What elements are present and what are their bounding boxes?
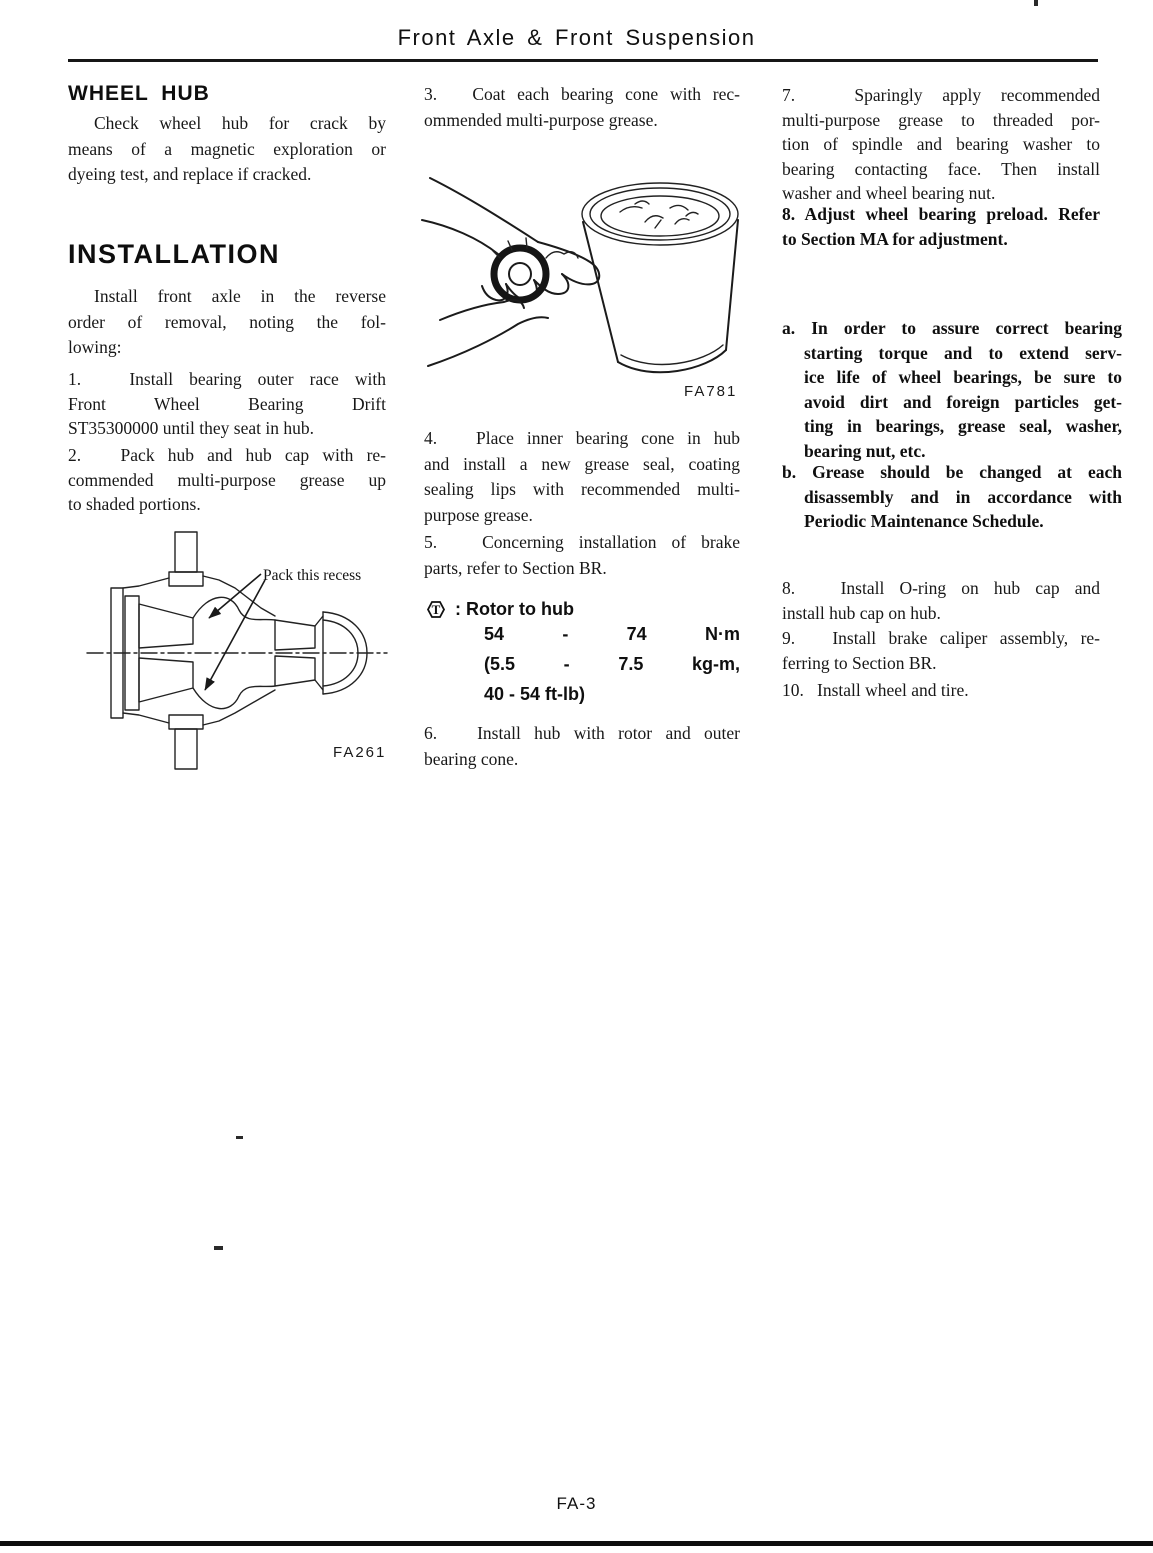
wheel-stud-top: [175, 532, 197, 572]
svg-text:T: T: [431, 602, 441, 617]
figure-caption-fa781: FA781: [684, 383, 738, 400]
figure-grease-can: [420, 170, 745, 383]
install-step-8-oring: 8. Install O-ring on hub cap and install hub cap on hub.: [782, 578, 1100, 623]
figure-caption-fa261: FA261: [333, 744, 387, 761]
install-step-7: 7. Sparingly apply recommended multi-purpose grease to threaded por- tion of spindle and bearing washer to bearing contacting face. Then install washer and wheel bearing nut.: [782, 85, 1100, 203]
install-step-5: 5. Concerning installation of brake parts, refer to Section BR.: [424, 532, 740, 578]
install-step-9: 9. Install brake caliper assembly, re- ferring to Section BR.: [782, 628, 1100, 673]
scan-speck: [214, 1246, 223, 1250]
install-step-8-preload: 8. Adjust wheel bearing preload. Refer to Section MA for adjustment.: [782, 204, 1100, 249]
figure-hub-cross-section: [85, 528, 390, 773]
grease-blob: [546, 252, 578, 258]
wheel-hub-heading: WHEEL HUB: [68, 82, 210, 105]
bearing-section: [139, 604, 193, 648]
torque-symbol-icon: [424, 598, 448, 621]
installation-heading: INSTALLATION: [68, 239, 280, 269]
callout-arrow: [209, 574, 261, 618]
torque-label: : Rotor to hub: [455, 599, 574, 619]
installation-intro: Install front axle in the reverse order of removal, noting the fol- lowing:: [68, 286, 386, 357]
scan-speck: [1034, 0, 1038, 6]
wheel-hub-paragraph: Check wheel hub for crack by means of a magnetic exploration or dyeing test, and replace if cracked.: [68, 113, 386, 184]
note-a: a. In order to assure correct bearing starting torque and to extend serv- ice life of wheel bearings, be sure to avoid dirt and foreign particles get- ting in bearings, grease seal, washer, bearing nut, etc.: [782, 318, 1122, 461]
torque-values: 54 - 74 N·m (5.5 - 7.5 kg-m, 40 - 54 ft-lb): [484, 624, 740, 704]
install-step-2: 2. Pack hub and hub cap with re- commended multi-purpose grease up to shaded portions.: [68, 445, 386, 514]
thumb: [440, 300, 524, 320]
wheel-stud-bottom: [175, 729, 197, 769]
install-step-3: 3. Coat each bearing cone with rec- ommended multi-purpose grease.: [424, 84, 740, 130]
header-rule: [68, 59, 1098, 62]
install-step-10: 10. Install wheel and tire.: [782, 680, 969, 700]
install-step-1: 1. Install bearing outer race with Front Wheel Bearing Drift ST35300000 until they seat in hub.: [68, 369, 386, 438]
install-step-4: 4. Place inner bearing cone in hub and install a new grease seal, coating sealing lips with recommended multi- purpose grease.: [424, 428, 740, 525]
figure-label-pack-recess: Pack this recess: [263, 567, 362, 584]
note-b: b. Grease should be changed at each disassembly and in accordance with Periodic Maintenance Schedule.: [782, 462, 1122, 531]
install-step-6: 6. Install hub with rotor and outer bearing cone.: [424, 723, 740, 769]
footer-page-number: FA-3: [556, 1494, 597, 1513]
bearing-cone: [494, 248, 546, 300]
hand-outline: [430, 178, 538, 242]
torque-spec: [424, 597, 740, 712]
bottom-rule: [0, 1541, 1153, 1546]
can-body: [583, 220, 738, 362]
page-title: Front Axle & Front Suspension: [397, 25, 756, 50]
scan-speck: [236, 1136, 243, 1139]
